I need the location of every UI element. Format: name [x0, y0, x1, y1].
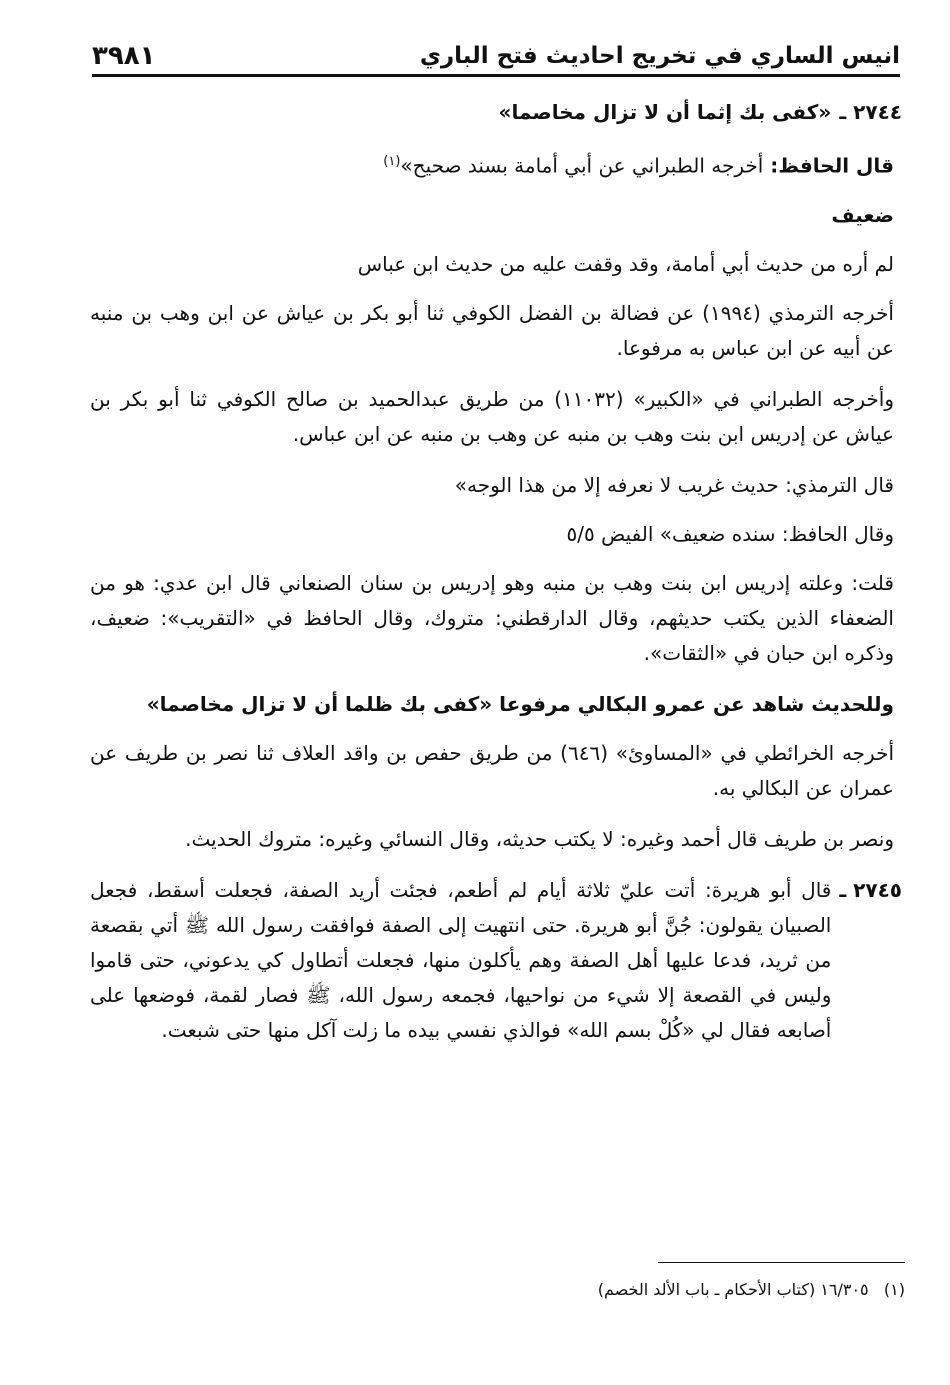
- footnote-divider: [658, 1262, 905, 1263]
- hafiz-label: قال الحافظ:: [763, 153, 894, 178]
- footnote-ref: (١): [383, 154, 401, 169]
- paragraph: وقال الحافظ: سنده ضعيف» الفيض ٥/٥: [566, 521, 894, 546]
- hadith-text: «كفى بك إثما أن لا تزال مخاصما»: [498, 100, 832, 124]
- footnote-text: ١٦/٣٠٥ (كتاب الأحكام ـ باب الألد الخصم): [597, 1280, 869, 1299]
- page-number: ٣٩٨١: [92, 41, 156, 71]
- hadith-entry-heading: [90, 95, 902, 130]
- grade-label: ضعيف: [831, 202, 894, 227]
- paragraph: وأخرجه الطبراني في «الكبير» (١١٠٣٢) من طريق عبدالحميد بن صالح الكوفي ثنا أبو بكر بن عياش عن إدريس ابن بنت وهب بن منبه عن وهب بن منبه عن ابن عباس.: [90, 386, 894, 446]
- paragraph: أخرجه الترمذي (١٩٩٤) عن فضالة بن الفضل الكوفي ثنا أبو بكر بن عياش عن ابن وهب بن منبه عن أبيه عن ابن عباس به مرفوعا.: [90, 300, 894, 360]
- paragraph: أخرجه الخرائطي في «المساوئ» (٦٤٦) من طريق حفص بن واقد العلاف ثنا نصر بن طريف عن عمران عن البكالي به.: [90, 740, 895, 800]
- paragraph: لم أره من حديث أبي أمامة، وقد وقفت عليه من حديث ابن عباس: [357, 251, 894, 276]
- hadith-entry: [90, 873, 902, 1048]
- paragraph: ونصر بن طريف قال أحمد وغيره: لا يكتب حديثه، وقال النسائي وغيره: متروك الحديث.: [185, 826, 894, 851]
- hafiz-statement: [90, 144, 902, 184]
- footnote: [430, 1276, 905, 1304]
- hadith-number: ٢٧٤٥ ـ: [839, 877, 902, 902]
- paragraph: قلت: وعلته إدريس ابن بنت وهب بن منبه وهو إدريس بن سنان الصنعاني قال ابن عدي: هو من الضعفاء الذين يكتب حديثهم، وقال الدارقطني: متروك، وقال الحافظ في «التقريب»: ضعيف، وذكره ابن حبان في «الثقات».: [90, 570, 894, 665]
- page-header: [92, 38, 900, 77]
- footnote-marker: (١): [883, 1280, 905, 1299]
- hadith-number: ٢٧٤٤ ـ: [839, 100, 902, 124]
- main-text: [90, 95, 902, 1062]
- paragraph: قال الترمذي: حديث غريب لا نعرفه إلا من هذا الوجه»: [454, 472, 894, 497]
- hafiz-text: أخرجه الطبراني عن أبي أمامة بسند صحيح»: [400, 153, 764, 178]
- witness-heading: وللحديث شاهد عن عمرو البكالي مرفوعا «كفى بك ظلما أن لا تزال مخاصما»: [146, 691, 894, 716]
- hadith-text: قال أبو هريرة: أتت عليّ ثلاثة أيام لم أطعم، فجئت أريد الصفة، فجعلت أسقط، فجعل الصبيان يقولون: جُنَّ أبو هريرة. حتى انتهيت إلى الصفة فوافقت رسول الله ﷺ أتي بقصعة من ثريد، فدعا عليها أهل الصفة وهم يأكلون منها، فجعلت أتطاول كي يدعوني، حتى قاموا وليس في القصعة إلا شيء من نواحيها، فجمعه رسول الله، ﷺ فصار لقمة، فوضعها على أصابعه فقال لي «كُلْ بسم الله» فوالذي نفسي بيده ما زلت آكل منها حتى شبعت.: [90, 877, 832, 1042]
- book-title: انيس الساري في تخريج احاديث فتح الباري: [419, 43, 900, 69]
